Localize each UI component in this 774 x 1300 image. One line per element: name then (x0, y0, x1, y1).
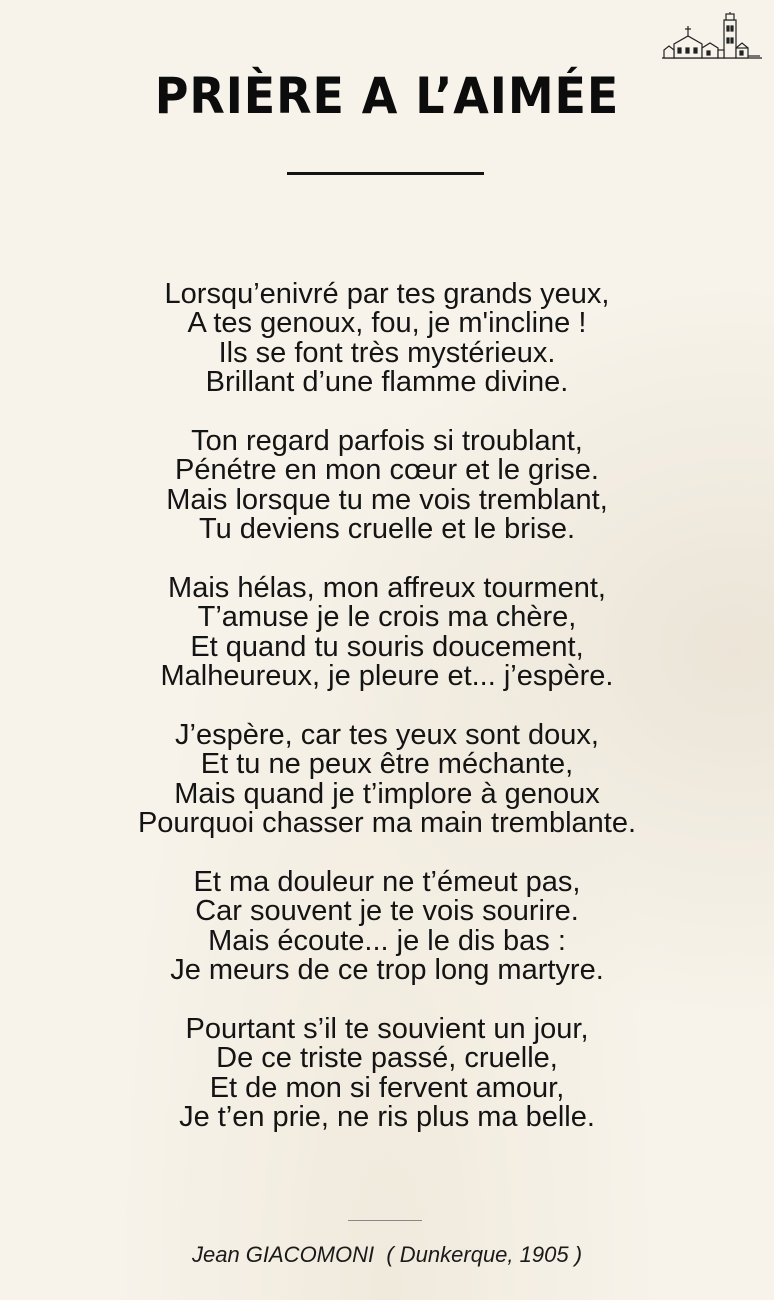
poem-line: Je meurs de ce trop long martyre. (170, 953, 604, 986)
poem-line: De ce triste passé, cruelle, (216, 1042, 558, 1075)
poem-line: Malheureux, je pleure et... j’espère. (160, 660, 614, 693)
poem-line: Et de mon si fervent amour, (209, 1071, 565, 1104)
stanza (0, 865, 774, 986)
stanza (0, 424, 774, 546)
stanza (0, 1012, 774, 1133)
author-signature: Jean GIACOMONI ( Dunkerque, 1905 ) (191, 1242, 583, 1267)
poem-line: Et ma douleur ne t’émeut pas, (193, 865, 581, 898)
poem-line: Pourquoi chasser ma main tremblante. (137, 807, 637, 840)
poem-line: Pourtant s’il te souvient un jour, (185, 1012, 589, 1045)
signature-divider (348, 1220, 422, 1221)
poem-line: Mais hélas, mon affreux tourment, (168, 571, 606, 604)
stanza (0, 718, 774, 840)
poem-line: Je t’en prie, ne ris plus ma belle. (179, 1100, 595, 1133)
poem-title: PRIÈRE A L’AIMÉE (154, 67, 620, 125)
poem-line: J’espère, car tes yeux sont doux, (175, 718, 599, 751)
poem-line: Mais quand je t’implore à genoux (174, 777, 600, 810)
stanza (0, 280, 774, 398)
poem-line: Mais écoute... je le dis bas : (208, 924, 566, 957)
title-underline (287, 172, 484, 175)
church-town-sketch-icon (660, 12, 764, 62)
poem-line: Mais lorsque tu me vois tremblant, (166, 483, 608, 516)
poem-line: Ils se font très mystérieux. (218, 336, 556, 369)
poem-line: Brillant d’une flamme divine. (205, 366, 569, 399)
poem-line: Pénétre en mon cœur et le grise. (175, 454, 599, 487)
poem-body (0, 280, 774, 1162)
poem-line: Tu deviens cruelle et le brise. (198, 513, 576, 546)
poem-line: Car souvent je te vois sourire. (195, 895, 579, 928)
stanza (0, 571, 774, 693)
poem-line: Et tu ne peux être méchante, (200, 748, 574, 781)
poem-line: Lorsqu’enivré par tes grands yeux, (164, 278, 610, 310)
poem-line: T’amuse je le crois ma chère, (197, 601, 577, 634)
poem-line: A tes genoux, fou, je m'incline ! (187, 307, 587, 340)
poem-line: Ton regard parfois si troublant, (191, 424, 583, 457)
poem-line: Et quand tu souris doucement, (190, 630, 584, 663)
